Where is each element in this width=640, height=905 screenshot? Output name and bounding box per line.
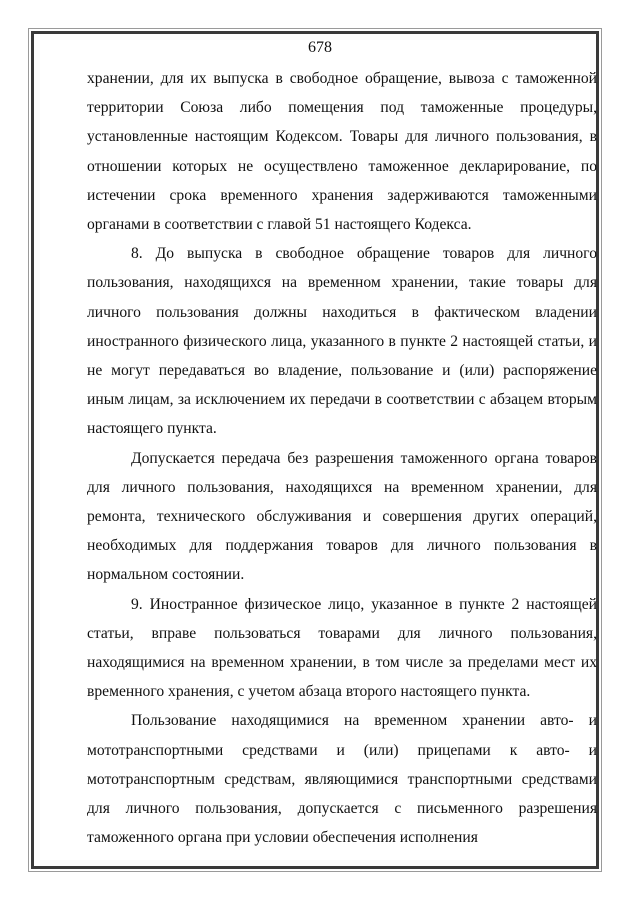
paragraph-2: 8. До выпуска в свободное обращение товаров для личного пользования, находящихся на временном хранении, такие товары для личного пользования должны находиться в фактическом владении иностранного физического лица, указанного в пункте 2 настоящей статьи, и не могут передаваться во владение, пользование и (или) распоряжение иным лицам, за исключением их передачи в соответствии с абзацем вторым настоящего пункта.	[87, 245, 597, 438]
paragraph-3: Допускается передача без разрешения таможенного органа товаров для личного пользования, находящихся на временном хранении, для ремонта, технического обслуживания и совершения других операций, необходимых для поддержания товаров для личного пользования в нормальном состоянии.	[87, 449, 597, 584]
paragraph-5: Пользование находящимися на временном хранении авто- и мототранспортными средствами и (или) прицепами к авто- и мототранспортным средствам, являющимися транспортными средствами для личного пользования, допускается с письменного разрешения таможенного органа при условии обеспечения исполнения	[87, 712, 597, 847]
paragraph-4: 9. Иностранное физическое лицо, указанное в пункте 2 настоящей статьи, вправе пользоваться товарами для личного пользования, находящимися на временном хранении, в том числе за пределами мест их временного хранения, с учетом абзаца второго настоящего пункта.	[87, 595, 597, 701]
document-body	[87, 64, 597, 852]
paragraph-1: хранении, для их выпуска в свободное обращение, вывоза с таможенной территории Союза либо помещения под таможенные процедуры, установленные настоящим Кодексом. Товары для личного пользования, в отношении которых не осуществлено таможенное декларирование, по истечении срока временного хранения задерживаются таможенными органами в соответствии с главой 51 настоящего Кодекса.	[87, 70, 597, 234]
page-number: 678	[308, 39, 332, 56]
